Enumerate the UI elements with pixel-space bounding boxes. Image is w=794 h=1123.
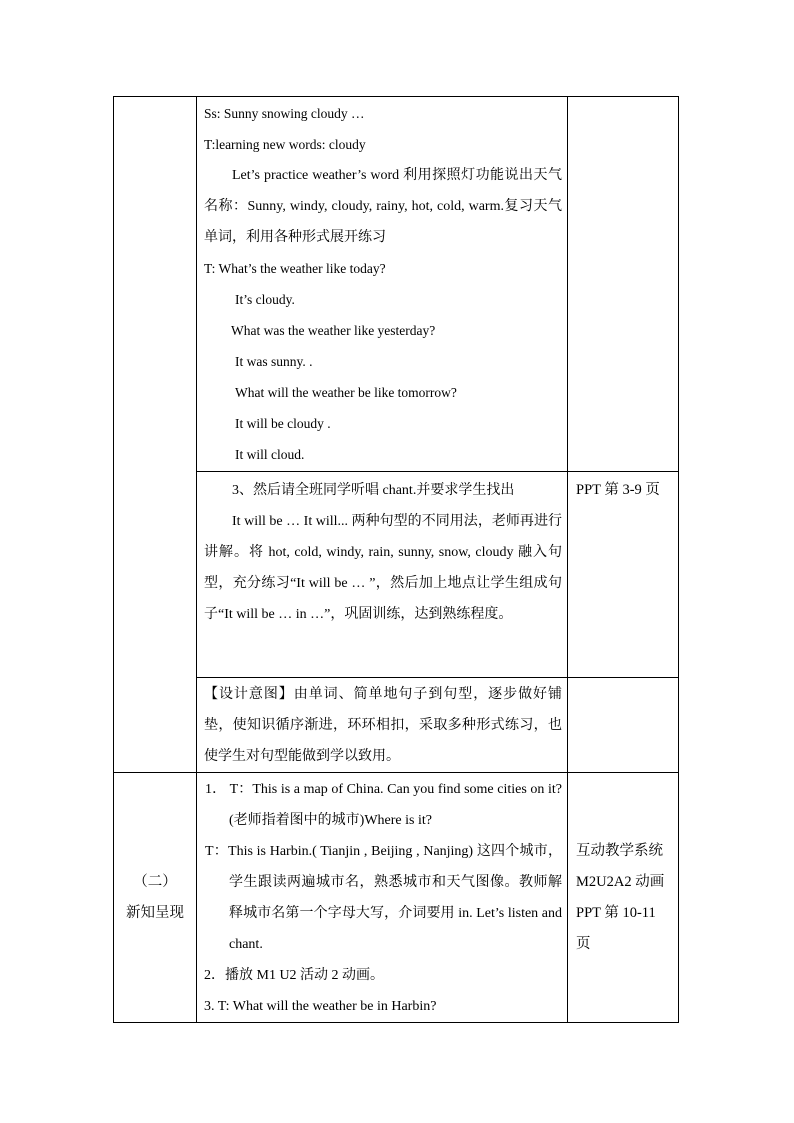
text-line: Ss: Sunny snowing cloudy … <box>204 106 365 121</box>
activity-cell <box>197 773 568 1023</box>
paragraph: Let’s practice weather’s word 利用探照灯功能说出天气名称：Sunny, windy, cloudy, rainy, hot, cold, warm.复习天气单词，利用各种形式展开练习 <box>204 168 562 245</box>
list-item: 2．播放 M1 U2 活动 2 动画。 <box>204 968 385 983</box>
resource-cell <box>568 773 679 1023</box>
section-cell <box>114 773 197 1023</box>
list-item: 1． T：This is a map of China. Can you find some cities on it?(老师指着图中的城市)Where is it? <box>205 782 562 828</box>
resource-cell <box>568 472 679 678</box>
paragraph: 3、然后请全班同学听唱 chant.并要求学生找出 <box>232 483 515 498</box>
dialogue-line: What was the weather like yesterday? <box>231 323 436 338</box>
dialogue-line: What will the weather be like tomorrow? <box>235 385 457 400</box>
list-item: 3. T: What will the weather be in Harbin? <box>204 999 437 1014</box>
section-title: 新知呈现 <box>126 904 184 921</box>
design-intent-cell <box>197 678 568 773</box>
table-row <box>114 97 679 472</box>
table-row <box>114 678 679 773</box>
resource-text: PPT 第 3-9 页 <box>576 482 660 498</box>
section-number: （二） <box>133 873 177 890</box>
dialogue-line: It will cloud. <box>235 447 305 462</box>
text-line: T:learning new words: cloudy <box>204 137 366 152</box>
lesson-plan-table <box>113 96 679 1023</box>
dialogue-line: It’s cloudy. <box>235 292 295 307</box>
table-row <box>114 773 679 1023</box>
design-intent-text: 【设计意图】由单词、简单地句子到句型，逐步做好铺垫，使知识循序渐进，环环相扣，采取多种形式练习，也使学生对句型能做到学以致用。 <box>204 687 562 764</box>
table-row <box>114 472 679 678</box>
activity-cell <box>197 472 568 678</box>
dialogue-line: It was sunny. . <box>235 354 313 369</box>
dialogue-line: It will be cloudy . <box>235 416 331 431</box>
paragraph: It will be … It will... 两种句型的不同用法，老师再进行讲解。将 hot, cold, windy, rain, sunny, snow, cloudy 融入句型，充分练习“It will be … ”，然后加上地点让学生组成句子“It will be … in …”，巩固训练，达到熟练程度。 <box>204 514 562 622</box>
section-cell <box>114 97 197 773</box>
resource-cell <box>568 97 679 472</box>
activity-cell <box>197 97 568 472</box>
list-item: T：This is Harbin.( Tianjin , Beijing , Nanjing) 这四个城市，学生跟读两遍城市名，熟悉城市和天气图像。教师解释城市名第一个字母大写，介词要用 in. Let’s listen and chant. <box>205 844 562 952</box>
text-line: T: What’s the weather like today? <box>204 261 386 276</box>
resource-text: 互动教学系统 M2U2A2 动画 PPT 第 10-11 页 <box>576 842 665 952</box>
resource-cell <box>568 678 679 773</box>
